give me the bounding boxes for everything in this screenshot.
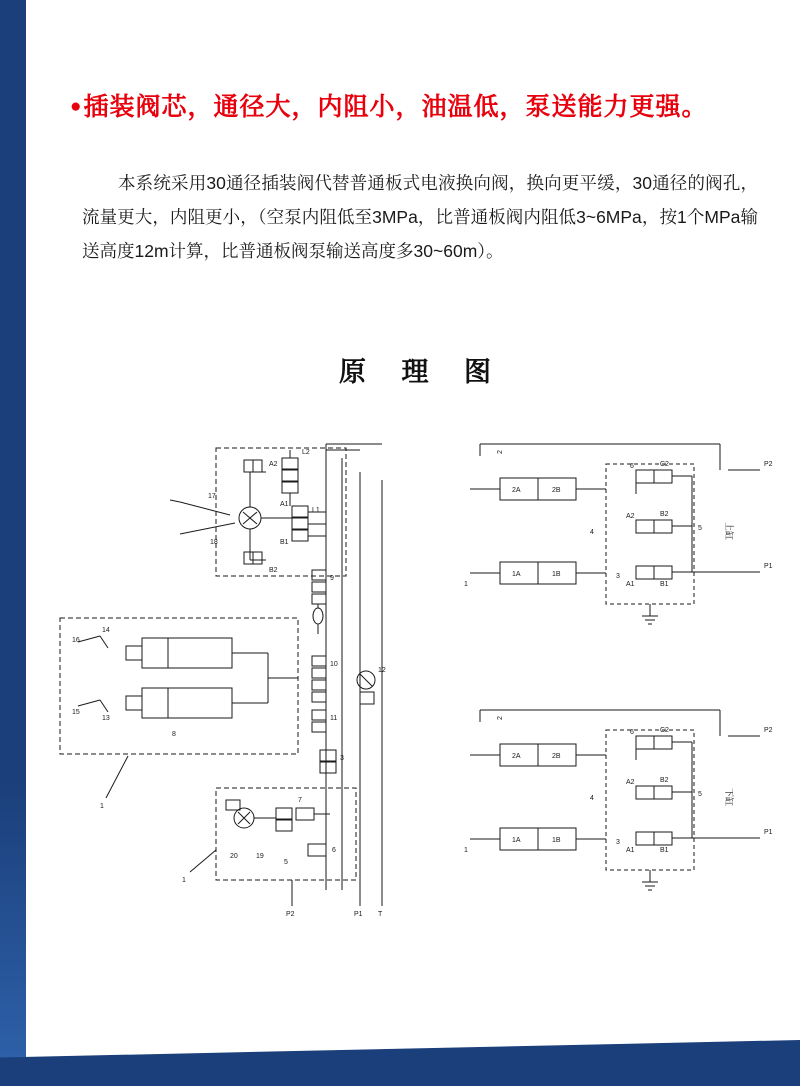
svg-text:A2: A2 [626,513,635,520]
svg-text:9: 9 [330,575,334,582]
svg-text:1A: 1A [512,571,521,578]
svg-text:A1: A1 [626,581,635,588]
svg-text:4: 4 [590,795,594,802]
svg-text:T: T [378,911,383,918]
svg-text:P1: P1 [354,911,363,918]
svg-text:上缸: 上缸 [724,522,734,541]
svg-text:2A: 2A [512,487,521,494]
svg-text:A2: A2 [626,779,635,786]
svg-text:P2: P2 [764,461,773,468]
svg-text:5: 5 [698,525,702,532]
svg-text:5: 5 [284,859,288,866]
hydraulic-schematic-diagram [30,420,800,940]
svg-text:8: 8 [172,731,176,738]
svg-text:19: 19 [256,853,264,860]
svg-text:C2: C2 [660,727,669,734]
svg-text:1: 1 [100,803,104,810]
svg-text:1: 1 [464,581,468,588]
svg-text:P2: P2 [764,727,773,734]
svg-text:B1: B1 [280,539,289,546]
svg-text:下缸: 下缸 [724,788,734,807]
svg-text:2A: 2A [512,753,521,760]
svg-text:11: 11 [330,715,338,722]
svg-text:4: 4 [590,529,594,536]
svg-text:P1: P1 [764,563,773,570]
svg-text:B2: B2 [660,511,669,518]
svg-text:15: 15 [72,709,80,716]
svg-text:2B: 2B [552,487,561,494]
svg-text:1B: 1B [552,571,561,578]
svg-text:P1: P1 [764,829,773,836]
svg-text:2: 2 [497,450,504,454]
svg-text:1: 1 [182,877,186,884]
svg-text:13: 13 [102,715,110,722]
svg-text:A1: A1 [280,501,289,508]
page-edge-left [0,0,26,1086]
svg-text:A2: A2 [269,461,278,468]
svg-text:C2: C2 [660,461,669,468]
svg-text:20: 20 [230,853,238,860]
svg-text:2B: 2B [552,753,561,760]
svg-text:3: 3 [340,755,344,762]
svg-text:6: 6 [630,729,634,736]
headline-text: 插装阀芯，通径大，内阻小，油温低，泵送能力更强。 [83,93,708,121]
svg-text:1A: 1A [512,837,521,844]
svg-text:B1: B1 [660,847,669,854]
page-title: 原 理 图 [338,357,505,387]
svg-text:2: 2 [497,716,504,720]
headline [70,90,770,124]
svg-text:5: 5 [698,791,702,798]
svg-text:14: 14 [102,627,110,634]
svg-text:6: 6 [630,463,634,470]
svg-text:1: 1 [464,847,468,854]
svg-text:L2: L2 [302,449,310,456]
svg-text:B2: B2 [269,567,278,574]
svg-text:18: 18 [210,539,218,546]
svg-text:L1: L1 [312,507,320,514]
svg-text:B2: B2 [660,777,669,784]
svg-text:3: 3 [616,573,620,580]
svg-text:P2: P2 [286,911,295,918]
bullet-icon: ● [70,96,83,117]
svg-text:1B: 1B [552,837,561,844]
svg-text:6: 6 [332,847,336,854]
svg-text:A1: A1 [626,847,635,854]
svg-text:10: 10 [330,661,338,668]
svg-text:3: 3 [616,839,620,846]
svg-text:12: 12 [378,667,386,674]
svg-text:7: 7 [298,797,302,804]
svg-text:17: 17 [208,493,216,500]
svg-text:B1: B1 [660,581,669,588]
svg-text:16: 16 [72,637,80,644]
body-paragraph: 本系统采用30通径插装阀代替普通板式电液换向阀，换向更平缓，30通径的阀孔，流量更大，内阻更小，（空泵内阻低至3MPa，比普通板阀内阻低3~6MPa，按1个MPa输送高度12m计算，比普通板阀泵输送高度多30~60m）。 [82,173,758,261]
page-content [30,0,800,1086]
